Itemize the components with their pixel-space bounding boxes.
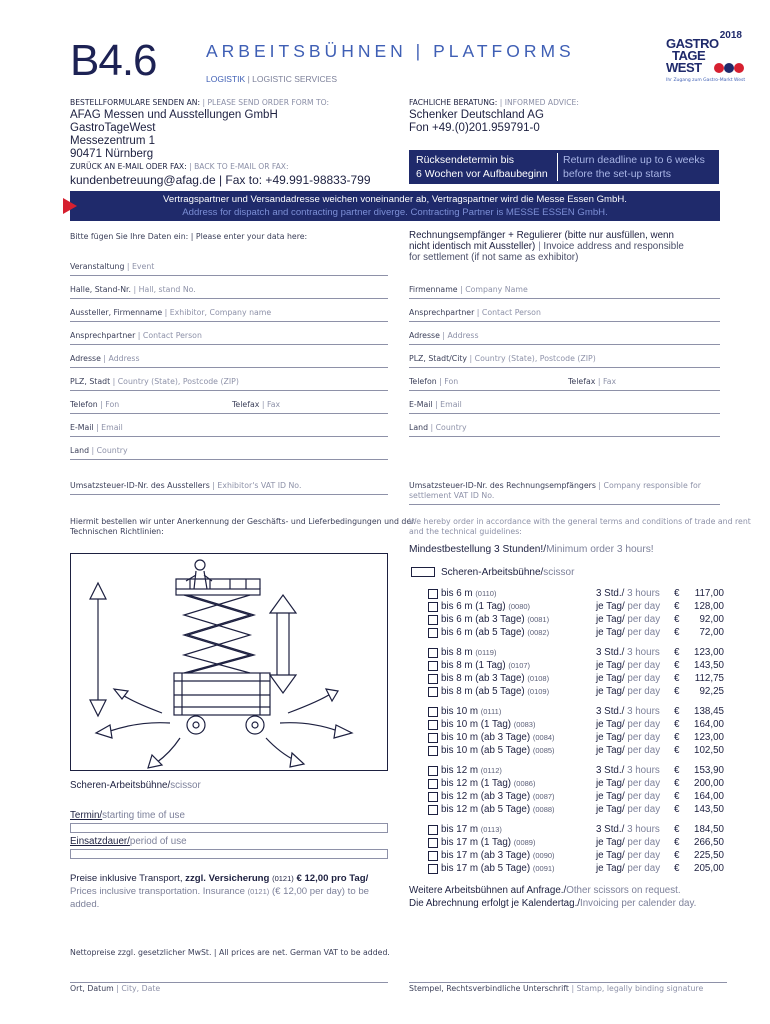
rfield-contact-label: Ansprechpartner | Contact Person	[409, 308, 541, 317]
price-option-unit: 3 Std./ 3 hours	[596, 706, 660, 717]
price-option-currency: €	[674, 719, 680, 730]
field-city-label: PLZ, Stadt | Country (State), Postcode (ZIP)	[70, 377, 239, 386]
price-option-currency: €	[674, 765, 680, 776]
price-option-unit: je Tag/ per day	[596, 660, 661, 671]
price-option-unit: je Tag/ per day	[596, 601, 661, 612]
rfield-contact-input[interactable]	[409, 321, 720, 322]
price-option-label: bis 8 m (0119)	[441, 647, 497, 658]
field-hall-label: Halle, Stand-Nr. | Hall, stand No.	[70, 285, 196, 294]
address-line: GastroTageWest	[70, 122, 156, 134]
deadline-en-line: Return deadline up to 6 weeks	[563, 154, 705, 166]
price-option-price: 72,00	[699, 627, 724, 638]
price-option-currency: €	[674, 627, 680, 638]
price-option-price: 205,00	[694, 863, 724, 874]
price-option-unit: je Tag/ per day	[596, 837, 661, 848]
title-en: PLATFORMS	[433, 41, 575, 61]
price-option-label: bis 17 m (ab 3 Tage) (0090)	[441, 850, 555, 861]
price-option-currency: €	[674, 863, 680, 874]
price-option-label: bis 6 m (0110)	[441, 588, 497, 599]
page-subtitle	[206, 74, 337, 84]
logo-year: 2018	[719, 30, 742, 41]
price-option-price: 164,00	[694, 719, 724, 730]
address-line: Messezentrum 1	[70, 135, 156, 147]
invoice-heading-en: Invoice address and responsible	[543, 241, 684, 252]
price-option-currency: €	[674, 850, 680, 861]
price-option-unit: je Tag/ per day	[596, 778, 661, 789]
price-option-label: bis 10 m (0111)	[441, 706, 502, 717]
price-option-currency: €	[674, 824, 680, 835]
price-option-unit: je Tag/ per day	[596, 614, 661, 625]
field-contact-label: Ansprechpartner | Contact Person	[70, 331, 202, 340]
price-option-currency: €	[674, 837, 680, 848]
field-address-input[interactable]	[70, 367, 388, 368]
deadline-divider	[557, 153, 558, 181]
price-option-unit: je Tag/ per day	[596, 745, 661, 756]
price-option-price: 143,50	[694, 804, 724, 815]
price-option-currency: €	[674, 601, 680, 612]
price-option-label: bis 12 m (ab 5 Tage) (0088)	[441, 804, 555, 815]
price-option-label: bis 8 m (ab 3 Tage) (0108)	[441, 673, 550, 684]
price-option-currency: €	[674, 647, 680, 658]
field-contact-input[interactable]	[70, 344, 388, 345]
price-option-price: 92,00	[699, 614, 724, 625]
field-hall-input[interactable]	[70, 298, 388, 299]
price-option-checkbox[interactable]	[428, 615, 438, 625]
price-option-price: 153,90	[694, 765, 724, 776]
field-email-input[interactable]	[70, 436, 388, 437]
price-option-unit: je Tag/ per day	[596, 850, 661, 861]
advice-contact	[409, 109, 544, 135]
logo-wordmark	[666, 38, 719, 74]
price-option-price: 164,00	[694, 791, 724, 802]
logo-line3: WEST	[666, 60, 702, 75]
subtitle-en: LOGISTIC SERVICES	[252, 74, 338, 84]
price-option-unit: je Tag/ per day	[596, 791, 661, 802]
price-option-price: 225,50	[694, 850, 724, 861]
logo-line2: TAGE	[672, 48, 706, 63]
field-vat-input[interactable]	[70, 494, 388, 495]
deadline-en-line: before the set-up starts	[563, 168, 671, 180]
price-option-price: 117,00	[694, 588, 724, 599]
minimum-order: Mindestbestellung 3 Stunden!/Minimum order 3 hours!	[409, 544, 654, 555]
deadline-box	[409, 150, 719, 184]
price-option-currency: €	[674, 804, 680, 815]
price-option-label: bis 6 m (ab 3 Tage) (0081)	[441, 614, 550, 625]
price-option-price: 128,00	[694, 601, 724, 612]
advice-company: Schenker Deutschland AG	[409, 109, 544, 121]
price-option-label: bis 8 m (ab 5 Tage) (0109)	[441, 686, 550, 697]
invoice-heading-de: Rechnungsempfänger + Regulierer (bitte nur ausfüllen, wenn	[409, 230, 674, 241]
return-label-en: BACK TO E-MAIL OR FAX:	[194, 162, 289, 171]
field-country-input[interactable]	[70, 459, 388, 460]
price-option-checkbox[interactable]	[428, 707, 438, 717]
field-event-label: Veranstaltung | Event	[70, 262, 155, 271]
price-option-label: bis 12 m (1 Tag) (0086)	[441, 778, 536, 789]
price-option-checkbox[interactable]	[428, 687, 438, 697]
order-to-label-de: BESTELLFORMULARE SENDEN AN:	[70, 98, 201, 107]
price-option-label: bis 10 m (ab 3 Tage) (0084)	[441, 732, 555, 743]
price-option-unit: je Tag/ per day	[596, 627, 661, 638]
field-email-label: E-Mail | Email	[70, 423, 123, 432]
deadline-de-line: 6 Wochen vor Aufbaubeginn	[416, 168, 548, 180]
price-option-label: bis 6 m (ab 5 Tage) (0082)	[441, 627, 550, 638]
logo-line1: GASTRO	[666, 36, 719, 51]
price-option-checkbox[interactable]	[428, 864, 438, 874]
price-option-price: 123,00	[694, 647, 724, 658]
price-option-currency: €	[674, 673, 680, 684]
signature-label: Stempel, Rechtsverbindliche Unterschrift | Stamp, legally binding signature	[409, 984, 704, 993]
price-option-unit: 3 Std./ 3 hours	[596, 647, 660, 658]
field-vat-label: Umsatzsteuer-ID-Nr. des Ausstellers | Exhibitor's VAT ID No.	[70, 481, 302, 490]
price-option-price: 200,00	[694, 778, 724, 789]
logo-caption: Ihr Zugang zum Gastro-Markt West	[666, 78, 746, 83]
price-option-unit: je Tag/ per day	[596, 673, 661, 684]
logo-dot-icon	[724, 63, 734, 73]
rfield-country-label: Land | Country	[409, 423, 467, 432]
price-option-unit: 3 Std./ 3 hours	[596, 824, 660, 835]
rfield-phone-fax-input[interactable]	[409, 390, 720, 391]
rfield-city-label: PLZ, Stadt/City | Country (State), Postcode (ZIP)	[409, 354, 596, 363]
advice-label: FACHLICHE BERATUNG: | INFORMED ADVICE:	[409, 98, 579, 107]
field-phone-fax-input[interactable]	[70, 413, 388, 414]
rfield-fax-label: Telefax | Fax	[568, 377, 617, 386]
invoice-heading-en: for settlement (if not same as exhibitor)	[409, 252, 579, 263]
rfield-company-label: Firmenname | Company Name	[409, 285, 528, 294]
signature-input[interactable]	[409, 982, 727, 983]
rfield-vat-label: Umsatzsteuer-ID-Nr. des Rechnungsempfängers | Company responsible for settlement VAT ID No.	[409, 481, 701, 500]
price-option-checkbox[interactable]	[428, 720, 438, 730]
price-option-checkbox[interactable]	[428, 825, 438, 835]
title-sep: |	[406, 41, 434, 61]
price-option-price: 266,50	[694, 837, 724, 848]
price-option-label: bis 12 m (ab 3 Tage) (0087)	[441, 791, 555, 802]
order-to-label-en: PLEASE SEND ORDER FORM TO:	[207, 98, 330, 107]
rfield-vat-input[interactable]	[409, 504, 720, 505]
price-option-price: 143,50	[694, 660, 724, 671]
field-city-input[interactable]	[70, 390, 388, 391]
price-option-unit: je Tag/ per day	[596, 719, 661, 730]
scissor-type-checkbox[interactable]	[411, 567, 435, 577]
price-option-checkbox[interactable]	[428, 805, 438, 815]
address-line: AFAG Messen und Ausstellungen GmbH	[70, 109, 278, 121]
price-option-checkbox[interactable]	[428, 661, 438, 671]
title-de: ARBEITSBÜHNEN	[206, 41, 407, 61]
field-event-input[interactable]	[70, 275, 388, 276]
price-option-checkbox[interactable]	[428, 602, 438, 612]
notice-banner	[70, 191, 720, 221]
deadline-de-line: Rücksendetermin bis	[416, 154, 515, 166]
rfield-city-input[interactable]	[409, 367, 720, 368]
price-option-currency: €	[674, 791, 680, 802]
gastro-tage-west-logo	[664, 30, 754, 90]
place-date-label: Ort, Datum | City, Date	[70, 984, 161, 993]
price-option-checkbox[interactable]	[428, 779, 438, 789]
rfield-address-label: Adresse | Address	[409, 331, 479, 340]
terms-en: We hereby order in accordance with the general terms and conditions of trade and rent and the technical guidelines:	[409, 517, 751, 536]
address-line: 90471 Nürnberg	[70, 148, 154, 160]
price-option-unit: je Tag/ per day	[596, 863, 661, 874]
rfield-country-input[interactable]	[409, 436, 720, 437]
insurance-note: Preise inklusive Transport, zzgl. Versicherung (0121) € 12,00 pro Tag/ Prices inclusive transportation. Insurance (0121) (€ 12,00 per day) to be added.	[70, 873, 370, 910]
price-option-label: bis 12 m (0112)	[441, 765, 502, 776]
field-exhibitor-label: Aussteller, Firmenname | Exhibitor, Company name	[70, 308, 272, 317]
deadline-en	[563, 153, 705, 181]
price-option-checkbox[interactable]	[428, 792, 438, 802]
left-type-label: Scheren-Arbeitsbühne/scissor	[70, 780, 201, 791]
price-option-checkbox[interactable]	[428, 674, 438, 684]
price-option-label: bis 10 m (ab 5 Tage) (0085)	[441, 745, 555, 756]
price-option-label: bis 10 m (1 Tag) (0083)	[441, 719, 536, 730]
rfield-phone-label: Telefon | Fon	[409, 377, 459, 386]
form-code: B4.6	[70, 36, 157, 85]
logo-dot-icon	[734, 63, 744, 73]
invoice-heading: Rechnungsempfänger + Regulierer (bitte nur ausfüllen, wenn nicht identisch mit Aussteller) | Invoice address and responsible for settlement (if not same as exhibitor)	[409, 230, 684, 263]
price-option-label: bis 8 m (1 Tag) (0107)	[441, 660, 531, 671]
price-option-label: bis 17 m (0113)	[441, 824, 502, 835]
price-option-currency: €	[674, 732, 680, 743]
price-option-price: 138,45	[694, 706, 724, 717]
price-option-checkbox[interactable]	[428, 746, 438, 756]
email-fax-line[interactable]: kundenbetreuung@afag.de | Fax to: +49.991-98833-799	[70, 173, 371, 187]
price-option-label: bis 6 m (1 Tag) (0080)	[441, 601, 531, 612]
subtitle-sep: |	[245, 74, 253, 84]
price-option-unit: 3 Std./ 3 hours	[596, 765, 660, 776]
date-label: Termin/starting time of use	[70, 810, 185, 821]
invoice-heading-de: nicht identisch mit Aussteller)	[409, 241, 536, 252]
price-option-checkbox[interactable]	[428, 628, 438, 638]
price-option-currency: €	[674, 778, 680, 789]
net-price-note: Nettopreise zzgl. gesetzlicher MwSt. | All prices are net. German VAT to be added.	[70, 948, 390, 957]
price-option-currency: €	[674, 614, 680, 625]
price-option-price: 102,50	[694, 745, 724, 756]
price-option-currency: €	[674, 706, 680, 717]
deadline-de	[416, 153, 548, 181]
price-option-unit: 3 Std./ 3 hours	[596, 588, 660, 599]
price-option-currency: €	[674, 745, 680, 756]
banner-text-en: Address for dispatch and contracting partner diverge. Contracting Partner is MESSE ESSEN GmbH.	[182, 207, 608, 218]
terms-de: Hiermit bestellen wir unter Anerkennung der Geschäfts- und Lieferbedingungen und der Technischen Richtlinien:	[70, 517, 415, 536]
rfield-email-input[interactable]	[409, 413, 720, 414]
return-label: ZURÜCK AN E-MAIL ODER FAX: | BACK TO E-MAIL OR FAX:	[70, 162, 289, 171]
page-title	[206, 41, 575, 62]
advice-label-en: INFORMED ADVICE:	[504, 98, 579, 107]
form-intro: Bitte fügen Sie Ihre Daten ein: | Please enter your data here:	[70, 232, 308, 241]
date-input[interactable]	[70, 823, 388, 833]
rfield-address-input[interactable]	[409, 344, 720, 345]
order-notes: Weitere Arbeitsbühnen auf Anfrage./Other scissors on request. Die Abrechnung erfolgt je Kalendertag./Invoicing per calender day.	[409, 885, 697, 909]
price-option-unit: je Tag/ per day	[596, 686, 661, 697]
price-option-currency: €	[674, 660, 680, 671]
advice-phone: Fon +49.(0)201.959791-0	[409, 122, 540, 134]
price-option-label: bis 17 m (ab 5 Tage) (0091)	[441, 863, 555, 874]
price-option-label: bis 17 m (1 Tag) (0089)	[441, 837, 536, 848]
logo-dot-icon	[714, 63, 724, 73]
subtitle-de: LOGISTIK	[206, 74, 246, 84]
price-option-price: 184,50	[694, 824, 724, 835]
price-option-checkbox[interactable]	[428, 838, 438, 848]
rfield-company-input[interactable]	[409, 298, 720, 299]
field-country-label: Land | Country	[70, 446, 128, 455]
price-option-checkbox[interactable]	[428, 733, 438, 743]
price-option-unit: je Tag/ per day	[596, 732, 661, 743]
price-option-checkbox[interactable]	[428, 766, 438, 776]
price-option-currency: €	[674, 588, 680, 599]
price-option-currency: €	[674, 686, 680, 697]
price-option-checkbox[interactable]	[428, 648, 438, 658]
field-exhibitor-input[interactable]	[70, 321, 388, 322]
price-option-price: 123,00	[694, 732, 724, 743]
scissor-lift-illustration	[70, 553, 388, 771]
field-address-label: Adresse | Address	[70, 354, 140, 363]
banner-arrow-icon	[63, 198, 77, 214]
place-date-input[interactable]	[70, 982, 388, 983]
order-to-address	[70, 109, 278, 161]
price-option-price: 112,75	[694, 673, 724, 684]
advice-label-de: FACHLICHE BERATUNG:	[409, 98, 498, 107]
price-option-unit: je Tag/ per day	[596, 804, 661, 815]
price-option-checkbox[interactable]	[428, 851, 438, 861]
price-option-checkbox[interactable]	[428, 589, 438, 599]
rfield-email-label: E-Mail | Email	[409, 400, 462, 409]
banner-text-de: Vertragspartner und Versandadresse weichen voneinander ab, Vertragspartner wird die Messe Essen GmbH.	[163, 194, 627, 205]
field-phone-label: Telefon | Fon	[70, 400, 120, 409]
scissor-type-label: Scheren-Arbeitsbühne/scissor	[441, 567, 575, 578]
duration-label: Einsatzdauer/period of use	[70, 836, 187, 847]
order-to-label: BESTELLFORMULARE SENDEN AN: | PLEASE SEND ORDER FORM TO:	[70, 98, 330, 107]
duration-input[interactable]	[70, 849, 388, 859]
field-fax-label: Telefax | Fax	[232, 400, 281, 409]
return-label-de: ZURÜCK AN E-MAIL ODER FAX:	[70, 162, 187, 171]
price-option-price: 92,25	[699, 686, 724, 697]
